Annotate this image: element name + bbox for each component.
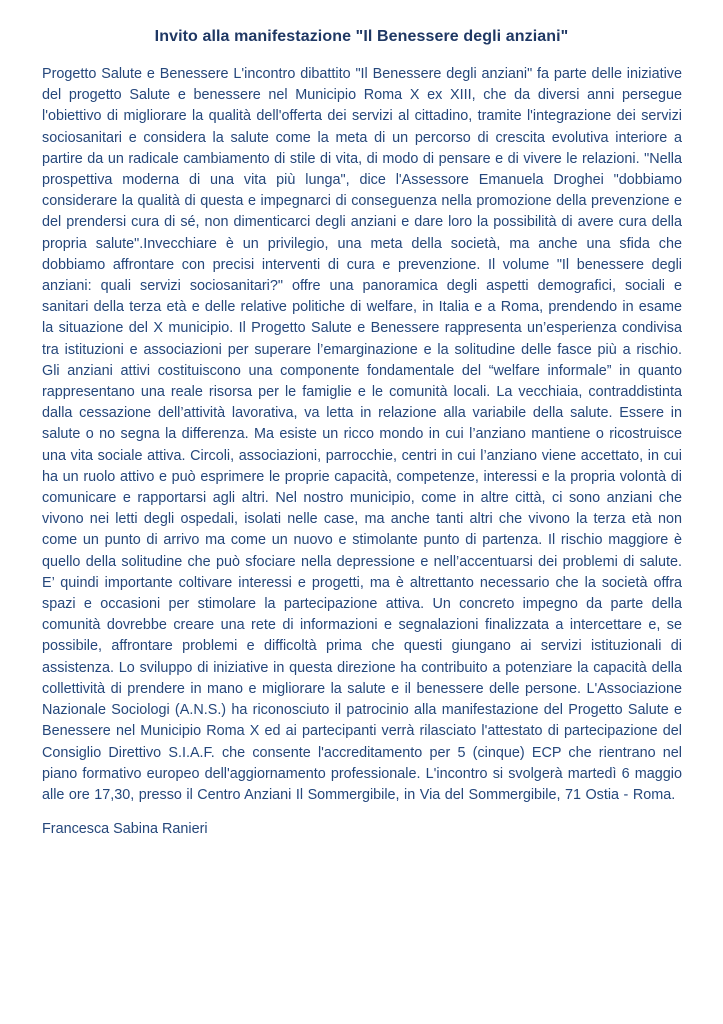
page-title: Invito alla manifestazione "Il Benessere degli anziani" [154, 28, 569, 45]
signature-line: Francesca Sabina Ranieri [42, 821, 208, 838]
body-paragraph: Progetto Salute e Benessere L'incontro dibattito "Il Benessere degli anziani" fa parte delle iniziative del progetto Salute e benessere nel Municipio Roma X ex XIII, che da diversi anni persegue l'obiettivo di migliorare la qualità dell'offerta dei servizi al cittadino, tramite l'integrazione dei servizi sociosanitari e considera la salute come la meta di un percorso di crescita evolutiva interiore a partire da un radicale cambiamento di stile di vita, di modo di pensare e di vivere le relazioni. "Nella prospettiva moderna di una vita più lunga", dice l'Assessore Emanuela Droghei "dobbiamo considerare la qualità di questa e impegnarci di conseguenza nella promozione della prevenzione e del prendersi cura di sé, non dimenticarci degli anziani e dare loro la possibilità di avere cura della propria salute".Invecchiare è un privilegio, una meta della società, ma anche una sfida che dobbiamo affrontare con precisi interventi di cura e prevenzione. Il volume "Il benessere degli anziani: quali servizi sociosanitari?" offre una panoramica degli aspetti demografici, sociali e sanitari della terza età e delle relative politiche di welfare, in Italia e a Roma, prendendo in esame la situazione del X municipio. Il Progetto Salute e Benessere rappresenta un’esperienza condivisa tra istituzioni e associazioni per superare l’emarginazione e la solitudine delle fasce più a rischio. Gli anziani attivi costituiscono una componente fondamentale del “welfare informale” in quanto rappresentano una reale risorsa per le famiglie e le comunità locali. La vecchiaia, contraddistinta dalla cessazione dell’attività lavorativa, va letta in relazione alla variabile della salute. Essere in salute o no segna la differenza. Ma esiste un ricco mondo in cui l’anziano mantiene o ricostruisce una vita sociale attiva. Circoli, associazioni, parrocchie, centri in cui l’anziano viene accettato, in cui ha un ruolo attivo e può esprimere le proprie capacità, competenze, interessi e la propria volontà di comunicare e rapportarsi agli altri. Nel nostro municipio, come in altre città, ci sono anziani che vivono nei letti degli ospedali, isolati nelle case, ma anche tanti altri che vivono la terza età non come un punto di arrivo ma come un nuovo e stimolante punto di partenza. Il rischio maggiore è quello della solitudine che può sfociare nella depressione e nell’accentuarsi dei problemi di salute. E’ quindi importante coltivare interessi e progetti, ma è altrettanto necessario che la società offra spazi e occasioni per stimolare la partecipazione attiva. Un concreto impegno da parte della comunità dovrebbe creare una rete di informazioni e segnalazioni finalizzata a intercettare e, se possibile, affrontare problemi e difficoltà prima che questi giungano ai servizi istituzionali di assistenza. Lo sviluppo di iniziative in questa direzione ha contribuito a potenziare la capacità della collettività di prendere in mano e migliorare la salute e il benessere delle persone. L'Associazione Nazionale Sociologi (A.N.S.) ha riconosciuto il patrocinio alla manifestazione del Progetto Salute e Benessere nel Municipio Roma X ed ai partecipanti verrà rilasciato l'attestato di partecipazione del Consiglio Direttivo S.I.A.F. che consente l'accreditamento per 5 (cinque) ECP che rientrano nel piano formativo europeo dell'aggiornamento professionale. L'incontro si svolgerà martedì 6 maggio alle ore 17,30, presso il Centro Anziani Il Sommergibile, in Via del Sommergibile, 71 Ostia - Roma. [42, 66, 682, 803]
